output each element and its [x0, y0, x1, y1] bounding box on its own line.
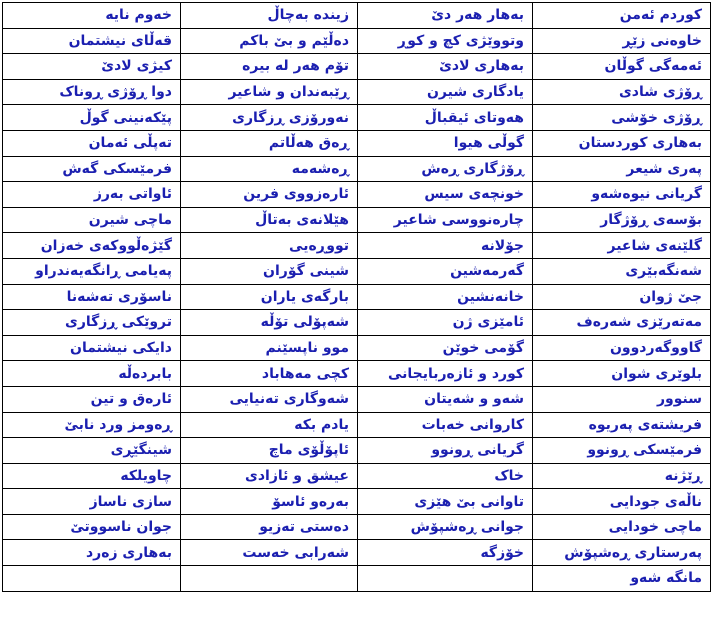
table-cell: چاویلکە	[3, 463, 181, 489]
table-cell: شەپۆلی تۆڵە	[181, 310, 358, 336]
table-cell: چارەنووسی شاعیر	[358, 207, 533, 233]
table-cell: نەورۆزی ڕزگاری	[181, 105, 358, 131]
table-cell: پەیامی ڕانگەیەندراو	[3, 258, 181, 284]
table-cell: ڕێبەندان و شاعیر	[181, 79, 358, 105]
table-row	[3, 514, 711, 540]
table-cell: ماچی شیرن	[3, 207, 181, 233]
table-row	[3, 284, 711, 310]
table-cell: شەو و شەیتان	[358, 386, 533, 412]
table-cell	[181, 566, 358, 592]
table-cell: تەپڵی ئەمان	[3, 130, 181, 156]
table-cell: سنوور	[533, 386, 711, 412]
table-cell: گوڵی هیوا	[358, 130, 533, 156]
table-cell: ڕۆژی شادی	[533, 79, 711, 105]
table-cell: گلێنەی شاعیر	[533, 233, 711, 259]
table-cell: خونچەی سیس	[358, 182, 533, 208]
table-cell: بەهاری زەرد	[3, 540, 181, 566]
table-cell: ئارەزووی فرین	[181, 182, 358, 208]
table-cell: شەوگاری تەنیایی	[181, 386, 358, 412]
table-cell: پێکەنینی گوڵ	[3, 105, 181, 131]
table-cell: گێژەڵووکەی خەزان	[3, 233, 181, 259]
table-row	[3, 489, 711, 515]
table-cell: کوردم ئەمن	[533, 3, 711, 29]
table-cell: موو ناپسێنم	[181, 335, 358, 361]
table-cell: کاروانی خەبات	[358, 412, 533, 438]
table-row	[3, 233, 711, 259]
table-cell: جوان ناسووتێ	[3, 514, 181, 540]
table-row	[3, 28, 711, 54]
table-cell: خانەنشین	[358, 284, 533, 310]
table-cell: هێلانەی بەتاڵ	[181, 207, 358, 233]
table-cell: ڕۆژگاری ڕەش	[358, 156, 533, 182]
table-row	[3, 412, 711, 438]
table-row	[3, 463, 711, 489]
table-cell: ڕەشەمە	[181, 156, 358, 182]
table-cell: بۆسەی ڕۆژگار	[533, 207, 711, 233]
table-cell: بەرەو ئاسۆ	[181, 489, 358, 515]
table-cell: دایکی نیشتمان	[3, 335, 181, 361]
table-cell: دەڵێم و بێ باکم	[181, 28, 358, 54]
table-row	[3, 540, 711, 566]
table-cell: پەرستاری ڕەشپۆش	[533, 540, 711, 566]
table-cell: ئارەق و تین	[3, 386, 181, 412]
table-cell: ڕێژنە	[533, 463, 711, 489]
table-cell: خۆزگە	[358, 540, 533, 566]
table-cell: هەوتای ئیقباڵ	[358, 105, 533, 131]
table-cell: قەڵای نیشتمان	[3, 28, 181, 54]
table-cell: عیشق و ئازادی	[181, 463, 358, 489]
titles-table	[2, 2, 711, 592]
table-cell: وتووێژی کچ و کوڕ	[358, 28, 533, 54]
table-cell: بابردەڵە	[3, 361, 181, 387]
table-row	[3, 3, 711, 29]
table-cell: شینگێڕی	[3, 438, 181, 464]
table-cell: گریانی ڕونوو	[358, 438, 533, 464]
table-cell	[3, 566, 181, 592]
table-cell: بارگەی یاران	[181, 284, 358, 310]
table-row	[3, 54, 711, 80]
table-cell: شینی گۆران	[181, 258, 358, 284]
table-cell: دەستی تەزیو	[181, 514, 358, 540]
table-cell: ناسۆری تەشەنا	[3, 284, 181, 310]
table-cell: مانگە شەو	[533, 566, 711, 592]
table-cell: خەوم نایە	[3, 3, 181, 29]
table-row	[3, 130, 711, 156]
table-cell: گاووگەردوون	[533, 335, 711, 361]
table-cell: تووڕەیی	[181, 233, 358, 259]
table-cell: تۆم هەر لە بیرە	[181, 54, 358, 80]
table-row	[3, 182, 711, 208]
table-cell: تاوانی بێ هێزی	[358, 489, 533, 515]
table-cell: مەتەرێزی شەرەف	[533, 310, 711, 336]
table-row	[3, 386, 711, 412]
table-cell: ئاپۆڵۆی ماچ	[181, 438, 358, 464]
table-row	[3, 310, 711, 336]
table-cell: دوا ڕۆژی ڕوناک	[3, 79, 181, 105]
table-cell: ئامێزی ژن	[358, 310, 533, 336]
table-row	[3, 79, 711, 105]
table-row	[3, 438, 711, 464]
table-cell: بەهار هەر دێ	[358, 3, 533, 29]
table-cell: زیندە بەچاڵ	[181, 3, 358, 29]
table-cell: شەنگەبێری	[533, 258, 711, 284]
table-cell	[358, 566, 533, 592]
table-row	[3, 258, 711, 284]
table-cell: گەرمەشین	[358, 258, 533, 284]
table-row	[3, 335, 711, 361]
table-row	[3, 105, 711, 131]
table-cell: ڕۆژی خۆشی	[533, 105, 711, 131]
table-cell: بەهاری لادێ	[358, 54, 533, 80]
table-cell: گۆمی خوێن	[358, 335, 533, 361]
table-cell: بەهاری کوردستان	[533, 130, 711, 156]
titles-table-body	[3, 3, 711, 592]
table-cell: یادم بکە	[181, 412, 358, 438]
table-cell: گریانی نیوەشەو	[533, 182, 711, 208]
table-cell: کیژی لادێ	[3, 54, 181, 80]
table-cell: شەرابی خەست	[181, 540, 358, 566]
table-cell: بلوێری شوان	[533, 361, 711, 387]
table-cell: ئەمەگی گوڵان	[533, 54, 711, 80]
table-cell: کورد و ئازەربایجانی	[358, 361, 533, 387]
table-cell: ماچی خودایی	[533, 514, 711, 540]
table-cell: فرمێسکی گەش	[3, 156, 181, 182]
table-cell: ناڵەی جودایی	[533, 489, 711, 515]
table-cell: تروێکی ڕزگاری	[3, 310, 181, 336]
table-cell: ئاواتی بەرز	[3, 182, 181, 208]
table-row	[3, 156, 711, 182]
table-cell: جوانی ڕەشپۆش	[358, 514, 533, 540]
table-cell: سازی ناساز	[3, 489, 181, 515]
table-cell: فرمێسکی ڕونوو	[533, 438, 711, 464]
table-cell: جۆلانە	[358, 233, 533, 259]
table-cell: ڕەومز ورد نابێ	[3, 412, 181, 438]
table-cell: یادگاری شیرن	[358, 79, 533, 105]
table-cell: جێ ژوان	[533, 284, 711, 310]
table-cell: کچی مەهاباد	[181, 361, 358, 387]
table-cell: خاوەنی زێڕ	[533, 28, 711, 54]
table-row	[3, 207, 711, 233]
table-cell: پەری شیعر	[533, 156, 711, 182]
table-cell: خاک	[358, 463, 533, 489]
table-cell: ڕەق هەڵاتم	[181, 130, 358, 156]
table-cell: فریشتەی پەریوە	[533, 412, 711, 438]
table-row	[3, 361, 711, 387]
table-row	[3, 566, 711, 592]
